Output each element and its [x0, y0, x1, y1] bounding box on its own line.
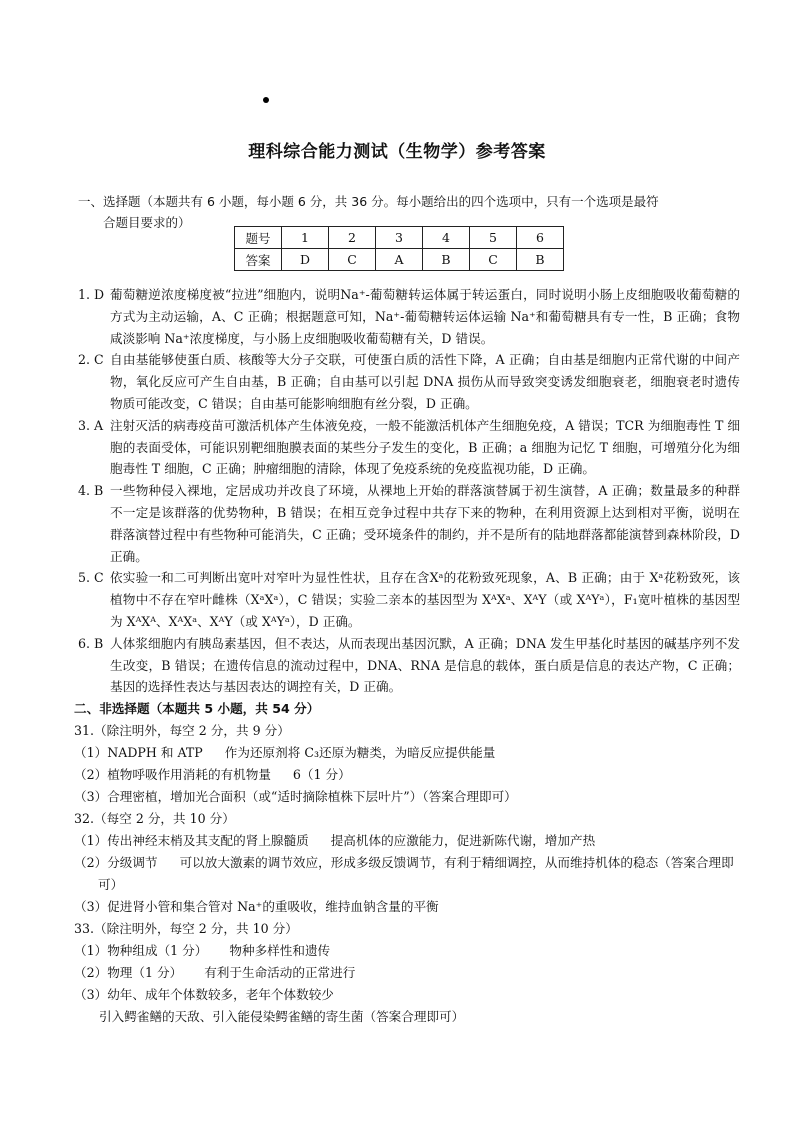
- explanation-text: 一些物种侵入裸地，定居成功并改良了环境，从裸地上开始的群落演替属于初生演替，A 正确；数量最多的种群不一定是该群落的优势物种，B 错误；在相互竞争过程中共存下来的物种，在利用资源上达到相对平衡，说明在群落演替过程中有些物种可能消失，C 正确；受环境条件的制约，并不是所有的陆地群落都能演替到森林阶段，D 正确。: [110, 483, 740, 564]
- explanation-item: [78, 480, 740, 567]
- explanation-item: [78, 284, 740, 349]
- answer-table-label: 题号: [235, 227, 282, 249]
- answer-part: 提高机体的应激能力，促进新陈代谢，增加产热: [330, 833, 596, 848]
- explanation-item: [78, 349, 740, 414]
- answer-part: 可以放大激素的调节效应，形成多级反馈调节，有利于精细调控，从而维持机体的稳态（答案合理即可）: [98, 855, 734, 892]
- q32-heading: 32.（每空 2 分，共 10 分）: [74, 811, 235, 826]
- bullet-dot: [263, 97, 269, 103]
- explanation-item: [78, 567, 740, 632]
- page-title: 理科综合能力测试（生物学）参考答案: [248, 142, 546, 162]
- answer-part: 6（1 分）: [292, 767, 351, 782]
- explanation-number: 2. C: [78, 352, 104, 368]
- answer-part: （3）促进肾小管和集合管对 Na⁺的重吸收，维持血钠含量的平衡: [74, 899, 439, 914]
- choice-explanations: [78, 284, 740, 698]
- answer-part: （2）植物呼吸作用消耗的有机物量: [74, 767, 271, 782]
- answer-part: （2）分级调节: [74, 855, 158, 870]
- q32-answer-3: [74, 896, 740, 918]
- answer-part: 物种多样性和遗传: [229, 943, 331, 958]
- section2-heading: 二、非选择题（本题共 5 小题，共 54 分）: [74, 701, 320, 716]
- answer-part: （1）传出神经末梢及其支配的肾上腺髓质: [74, 833, 309, 848]
- answer-table-row-numbers: [235, 227, 564, 249]
- answer-part: （2）物理（1 分）: [74, 965, 183, 980]
- answer-table-answer: C: [329, 249, 376, 271]
- answer-table-number: 3: [376, 227, 423, 249]
- section2: [74, 698, 740, 1028]
- explanation-number: 5. C: [78, 570, 104, 586]
- answer-table-number: 4: [423, 227, 470, 249]
- q33-answer-1: [74, 940, 740, 962]
- explanation-text: 葡萄糖逆浓度梯度被“拉进”细胞内，说明Na⁺-葡萄糖转运体属于转运蛋白，同时说明小肠上皮细胞吸收葡萄糖的方式为主动运输，A、C 正确；根据题意可知，Na⁺-葡萄糖转运体运输 Na⁺和葡萄糖具有专一性，B 正确；食物咸淡影响 Na⁺浓度梯度，与小肠上皮细胞吸收葡萄糖有关，D 错误。: [110, 287, 740, 346]
- section1-heading-line2: 合题目要求的）: [103, 215, 191, 230]
- answer-part: （3）幼年、成年个体数较多，老年个体数较少: [74, 987, 334, 1002]
- explanation-number: 3. A: [78, 417, 104, 433]
- answer-table: [234, 226, 564, 271]
- answer-table-number: 6: [517, 227, 564, 249]
- q33-answer-3-extra: 引入鳄雀鳝的天敌、引入能侵染鳄雀鳝的寄生菌（答案合理即可）: [99, 1009, 465, 1024]
- answer-table-answer: A: [376, 249, 423, 271]
- answer-table-answer: B: [517, 249, 564, 271]
- explanation-text: 自由基能够使蛋白质、核酸等大分子交联，可使蛋白质的活性下降，A 正确；自由基是细胞内正常代谢的中间产物，氧化反应可产生自由基，B 正确；自由基可以引起 DNA 损伤从而导致突变诱发细胞衰老，细胞衰老时遗传物质可能改变，C 错误；自由基可能影响细胞有丝分裂，D 正确。: [110, 352, 740, 411]
- answer-table-number: 1: [282, 227, 329, 249]
- explanation-number: 4. B: [78, 483, 104, 499]
- explanation-number: 1. D: [78, 287, 105, 302]
- q33-heading: 33.（除注明外，每空 2 分，共 10 分）: [74, 921, 298, 936]
- answer-part: （3）合理密植，增加光合面积（或“适时摘除植株下层叶片”）（答案合理即可）: [74, 789, 517, 804]
- section1-heading-line1: 一、选择题（本题共有 6 小题，每小题 6 分，共 36 分。每小题给出的四个选项中，只有一个选项是最符: [78, 194, 659, 209]
- answer-table-answer: D: [282, 249, 329, 271]
- answer-table-number: 2: [329, 227, 376, 249]
- q32-answer-1: [74, 830, 740, 852]
- explanation-number: 6. B: [78, 635, 104, 651]
- answer-table-number: 5: [470, 227, 517, 249]
- explanation-item: [78, 633, 740, 698]
- answer-part: （1）物种组成（1 分）: [74, 943, 208, 958]
- q33-answer-3: [74, 984, 740, 1006]
- explanation-text: 人体浆细胞内有胰岛素基因，但不表达，从而表现出基因沉默，A 正确；DNA 发生甲基化时基因的碱基序列不发生改变，B 错误；在遗传信息的流动过程中，DNA、RNA 是信息的载体，蛋白质是信息的表达产物，C 正确；基因的选择性表达与基因表达的调控有关，D 正确。: [110, 635, 740, 695]
- explanation-text: 依实验一和二可判断出宽叶对窄叶为显性性状，且存在含Xᵃ的花粉致死现象，A、B 正确；由于 Xᵃ花粉致死，该植物中不存在窄叶雌株（XᵃXᵃ），C 错误；实验二亲本的基因型为 XᴬXᵃ、XᴬY（或 XᴬYᵃ），F₁宽叶植株的基因型为 XᴬXᴬ、XᴬXᵃ、XᴬY（或 XᴬYᵃ），D 正确。: [110, 570, 740, 629]
- answer-table-label: 答案: [235, 249, 282, 271]
- q32-answer-2: [74, 852, 740, 896]
- explanation-text: 注射灭活的病毒疫苗可激活机体产生体液免疫，一般不能激活机体产生细胞免疫，A 错误；TCR 为细胞毒性 T 细胞的表面受体，可能识别靶细胞膜表面的某些分子发生的变化，B 正确；a 细胞为记忆 T 细胞，可增殖分化为细胞毒性 T 细胞，C 正确；肿瘤细胞的清除，体现了免疫系统的免疫监视功能，D 正确。: [110, 417, 740, 477]
- q31-heading: 31.（除注明外，每空 2 分，共 9 分）: [74, 723, 290, 738]
- answer-table-answer: B: [423, 249, 470, 271]
- q33-answer-2: [74, 962, 740, 984]
- answer-part: 作为还原剂将 C₃还原为糖类，为暗反应提供能量: [224, 745, 496, 760]
- answer-part: （1）NADPH 和 ATP: [74, 745, 203, 760]
- answer-table-answer: C: [470, 249, 517, 271]
- answer-table-row-answers: [235, 249, 564, 271]
- q31-answer-3: [74, 786, 740, 808]
- q31-answer-2: [74, 764, 740, 786]
- q31-answer-1: [74, 742, 740, 764]
- explanation-item: [78, 415, 740, 480]
- answer-part: 有利于生命活动的正常进行: [204, 965, 356, 980]
